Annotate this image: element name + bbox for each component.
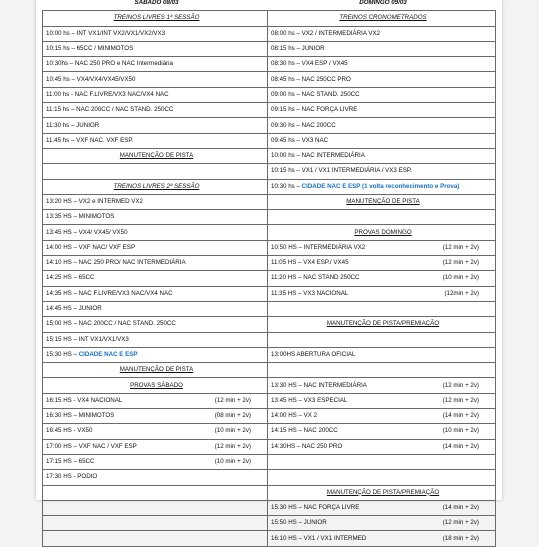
schedule-entry xyxy=(43,347,268,362)
schedule-entry xyxy=(43,256,268,271)
schedule-entry xyxy=(43,41,268,56)
schedule-row xyxy=(43,256,496,271)
entry-text: 15:30 HS – xyxy=(46,350,79,358)
empty-cell xyxy=(43,164,268,179)
entry-text: 13:45 HS – VX4/ VX45/ VX50 xyxy=(46,228,128,236)
entry-text: 08:00 hs – VX2 / INTERMEDIÁRIA VX2 xyxy=(271,29,381,37)
entry-text: 11:20 HS – NAC STAND 250CC xyxy=(271,274,360,282)
session-heading: TREINOS LIVRES 1ª SESSÃO xyxy=(43,11,268,26)
entry-text: 16:30 HS – MINIMOTOS xyxy=(46,412,115,420)
schedule-row xyxy=(43,57,496,72)
schedule-entry xyxy=(268,409,496,424)
race-duration: (08 min + 2v) xyxy=(214,412,251,420)
schedule-entry xyxy=(268,439,496,454)
schedule-row xyxy=(43,179,496,194)
entry-text: 16:15 HS - VX4 NACIONAL xyxy=(46,396,123,404)
schedule-entry xyxy=(268,41,496,56)
sunday-header: DOMINGO 09/03 xyxy=(359,0,407,7)
entry-text: 13:45 HS – VX3 ESPECIAL xyxy=(271,396,348,404)
schedule-row xyxy=(43,363,496,378)
schedule-row xyxy=(43,393,496,408)
schedule-entry xyxy=(43,317,268,332)
schedule-row xyxy=(43,11,496,26)
schedule-row xyxy=(43,118,496,133)
entry-text: 15:50 HS – JUNIOR xyxy=(271,519,327,527)
section-heading: MANUTENÇÃO DE PISTA xyxy=(43,148,268,163)
entry-text: 08:15 hs – JUNIOR xyxy=(271,45,325,53)
schedule-entry xyxy=(268,531,496,546)
entry-text: 17:30 HS - PODIO xyxy=(46,473,98,481)
schedule-entry xyxy=(43,393,268,408)
entry-text: 17:15 HS – 65CC xyxy=(46,458,95,466)
schedule-entry xyxy=(268,271,496,286)
entry-text: 10:30 hs – xyxy=(271,182,302,190)
schedule-entry xyxy=(268,118,496,133)
schedule-row xyxy=(43,378,496,393)
schedule-entry xyxy=(43,210,268,225)
race-duration: (14 min + 2v) xyxy=(442,503,479,511)
schedule-entry xyxy=(268,393,496,408)
schedule-row xyxy=(43,500,496,515)
race-duration: (10 min + 2v) xyxy=(214,458,251,466)
schedule-entry xyxy=(43,271,268,286)
schedule-row xyxy=(43,164,496,179)
schedule-row xyxy=(43,225,496,240)
entry-text: 10:00 hs – NAC INTERMEDIÁRIA xyxy=(271,152,365,160)
entry-text: 14:15 HS – NAC 200CC xyxy=(271,427,338,435)
entry-text: 11:30 hs – JUNIOR xyxy=(46,121,100,129)
session-heading: TREINOS CRONOMETRADOS xyxy=(268,11,496,26)
race-duration: (14 min + 2v) xyxy=(442,442,479,450)
schedule-entry xyxy=(268,57,496,72)
schedule-row xyxy=(43,454,496,469)
entry-text: 14:45 HS – JUNIOR xyxy=(46,305,102,313)
schedule-entry xyxy=(268,87,496,102)
section-heading: MANUTENÇÃO DE PISTA xyxy=(268,194,496,209)
schedule-entry xyxy=(43,118,268,133)
entry-text: 09:30 hs – NAC 200CC xyxy=(271,121,336,129)
day-header-row xyxy=(43,0,496,11)
schedule-row xyxy=(43,286,496,301)
entry-text: 15:30 HS – NAC FORÇA LIVRE xyxy=(271,503,360,511)
schedule-entry xyxy=(43,470,268,485)
schedule-entry xyxy=(43,225,268,240)
entry-text: 10:30hs – NAC 250 PRO e NAC Intermediária xyxy=(46,60,173,68)
entry-text: 09:15 hs – NAC FORÇA LIVRE xyxy=(271,106,358,114)
race-duration: (12min + 2v) xyxy=(444,289,479,297)
schedule-entry xyxy=(43,286,268,301)
saturday-header: SABADO 08/03 xyxy=(134,0,179,7)
entry-text: 09:00 hs – NAC STAND. 250CC xyxy=(271,90,360,98)
section-heading: MANUTENÇÃO DE PISTA xyxy=(43,363,268,378)
entry-text: 10:00 hs – INT VX1/INT VX2/VX1/VX2/VX3 xyxy=(46,29,166,37)
schedule-row xyxy=(43,332,496,347)
empty-cell xyxy=(43,531,268,546)
schedule-entry xyxy=(43,409,268,424)
schedule-row xyxy=(43,194,496,209)
entry-text: 14:00 HS – VX 2 xyxy=(271,412,318,420)
section-heading: PROVAS SÁBADO xyxy=(43,378,268,393)
schedule-row xyxy=(43,210,496,225)
schedule-entry xyxy=(43,194,268,209)
race-duration: (10 min + 2v) xyxy=(442,427,479,435)
entry-text: 11:35 HS – VX3 NACIONAL xyxy=(271,289,349,297)
highlight-category: CIDADE NAC E ESP xyxy=(78,350,138,358)
entry-text: 08:30 hs – VX4 ESP / VX45 xyxy=(271,60,348,68)
schedule-entry xyxy=(268,103,496,118)
schedule-entry xyxy=(43,72,268,87)
schedule-row xyxy=(43,347,496,362)
race-duration: (12 min + 2v) xyxy=(442,259,479,267)
schedule-entry xyxy=(43,301,268,316)
schedule-row xyxy=(43,317,496,332)
schedule-entry xyxy=(43,103,268,118)
empty-cell xyxy=(268,363,496,378)
entry-text: 11:45 hs – VXF NAC. VXF ESP. xyxy=(46,136,134,144)
schedule-entry xyxy=(268,164,496,179)
schedule-entry xyxy=(268,179,496,194)
schedule-entry xyxy=(268,72,496,87)
schedule-entry xyxy=(43,424,268,439)
entry-text: 14:25 HS – 65CC xyxy=(46,274,95,282)
schedule-entry xyxy=(268,378,496,393)
entry-text: 10:45 hs – VX4/VX4/VX45/VX50 xyxy=(46,75,136,83)
entry-text: 16:10 HS – VX1 / VX1 INTERMED xyxy=(271,534,367,542)
schedule-entry xyxy=(268,424,496,439)
entry-text: 11:00 hs - NAC F.LIVRE/VX3 NAC/VX4 NAC xyxy=(46,90,169,98)
entry-text: 14:00 HS – VXF NAC/ VXF ESP xyxy=(46,243,136,251)
schedule-entry xyxy=(43,133,268,148)
schedule-entry xyxy=(43,454,268,469)
schedule-row xyxy=(43,41,496,56)
entry-text: 10:50 HS – INTERMEDIÁRIA VX2 xyxy=(271,243,366,251)
entry-text: 13:20 HS – VX2 e INTERMED VX2 xyxy=(46,198,143,205)
schedule-row xyxy=(43,87,496,102)
section-heading: MANUTENÇÃO DE PISTA/PREMIAÇÃO xyxy=(268,317,496,332)
empty-cell xyxy=(268,301,496,316)
schedule-row xyxy=(43,301,496,316)
entry-text: 13:35 HS – MINIMOTOS xyxy=(46,213,115,221)
schedule-entry xyxy=(268,286,496,301)
schedule-entry xyxy=(268,148,496,163)
schedule-row xyxy=(43,26,496,41)
entry-text: 14:10 HS – NAC 250 PRO/ NAC INTERMEDIÁRIA xyxy=(46,259,186,267)
schedule-row xyxy=(43,409,496,424)
empty-cell xyxy=(268,332,496,347)
schedule-entry xyxy=(268,256,496,271)
schedule-sheet xyxy=(36,0,502,542)
empty-cell xyxy=(268,454,496,469)
schedule-entry xyxy=(268,500,496,515)
race-duration: (12 min + 2v) xyxy=(214,442,251,450)
race-duration: (12 min + 2v) xyxy=(442,243,479,251)
race-duration: (10 min + 2v) xyxy=(442,274,479,282)
schedule-entry xyxy=(43,87,268,102)
race-duration: (18 min + 2v) xyxy=(442,534,479,542)
empty-cell xyxy=(43,485,268,500)
entry-text: 09:45 hs – VX3 NAC xyxy=(271,136,329,144)
race-duration: (14 min + 2v) xyxy=(442,412,479,420)
schedule-row xyxy=(43,485,496,500)
entry-text: 10:15 hs – 65CC / MINIMOTOS xyxy=(46,45,134,53)
highlight-category: CIDADE NAC E ESP (1 volta reconhecimento e Prova) xyxy=(301,182,460,190)
schedule-row xyxy=(43,470,496,485)
race-duration: (12 min + 2v) xyxy=(214,396,251,404)
schedule-entry xyxy=(268,133,496,148)
schedule-row xyxy=(43,271,496,286)
schedule-row xyxy=(43,103,496,118)
schedule-table xyxy=(42,0,496,547)
schedule-row xyxy=(43,72,496,87)
entry-text: 15:15 HS – INT VX1/VX1/VX3 xyxy=(46,335,129,343)
empty-cell xyxy=(268,210,496,225)
entry-text: 17:00 HS – VXF NAC / VXF ESP xyxy=(46,442,137,450)
schedule-row xyxy=(43,148,496,163)
entry-text: 11:15 hs – NAC 200CC / NAC STAND. 250CC xyxy=(46,106,174,114)
schedule-row xyxy=(43,516,496,531)
empty-cell xyxy=(268,470,496,485)
schedule-entry xyxy=(43,240,268,255)
session-heading: TREINOS LIVRES 2ª SESSÃO xyxy=(43,179,268,194)
schedule-entry xyxy=(43,332,268,347)
race-duration: (12 min + 2v) xyxy=(442,381,479,389)
schedule-entry xyxy=(43,439,268,454)
race-duration: (10 min + 2v) xyxy=(214,427,251,435)
schedule-row xyxy=(43,133,496,148)
empty-cell xyxy=(43,500,268,515)
empty-cell xyxy=(43,516,268,531)
section-heading: PROVAS DOMINGO xyxy=(268,225,496,240)
entry-text: 11:05 HS – VX4 ESP./ VX45 xyxy=(271,259,349,267)
schedule-entry xyxy=(43,26,268,41)
schedule-entry xyxy=(268,516,496,531)
schedule-entry xyxy=(43,57,268,72)
entry-text: 16:45 HS - VX50 xyxy=(46,427,93,435)
race-duration: (12 min + 2v) xyxy=(442,519,479,527)
entry-text: 14:35 HS – NAC F.LIVRE/VX3 NAC/VX4 NAC xyxy=(46,289,173,297)
schedule-entry xyxy=(268,26,496,41)
event-highlight: 13:00HS ABERTURA OFICIAL xyxy=(268,347,496,362)
schedule-row xyxy=(43,531,496,546)
schedule-body xyxy=(43,0,496,546)
entry-text: 14:30HS – NAC 250 PRO xyxy=(271,442,343,450)
schedule-row xyxy=(43,240,496,255)
schedule-entry xyxy=(268,240,496,255)
entry-text: 13:30 HS – NAC INTERMEDIÁRIA xyxy=(271,381,367,389)
entry-text: 15:00 HS – NAC 200CC / NAC STAND. 250CC xyxy=(46,320,176,328)
schedule-row xyxy=(43,424,496,439)
race-duration: (12 min + 2v) xyxy=(442,396,479,404)
entry-text: 08:45 hs – NAC 250CC PRO xyxy=(271,75,351,83)
entry-text: 10:15 hs – VX1 / VX1 INTERMEDIÁRIA / VX3 ESP. xyxy=(271,167,412,175)
schedule-row xyxy=(43,439,496,454)
section-heading: MANUTENÇÃO DE PISTA/PREMIAÇÃO xyxy=(268,485,496,500)
